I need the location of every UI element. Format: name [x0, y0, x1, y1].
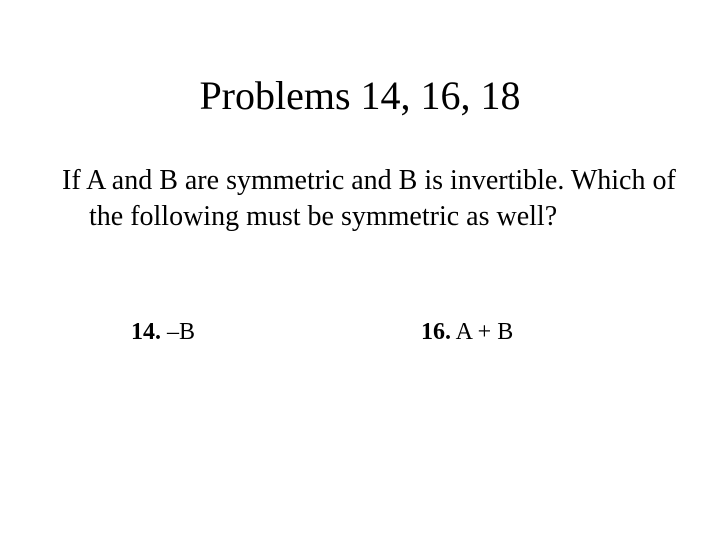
problem-expression: –B: [161, 319, 196, 345]
question-text: If A and B are symmetric and B is invertible. Which of the following must be symmetric as well?: [62, 165, 676, 232]
slide-title: Problems 14, 16, 18: [199, 73, 521, 118]
problem-number: 14.: [131, 319, 161, 345]
problem-item-14: [131, 314, 195, 350]
problem-expression: A + B: [451, 319, 514, 345]
problem-number: 16.: [421, 319, 451, 345]
problem-item-16: [421, 314, 513, 350]
